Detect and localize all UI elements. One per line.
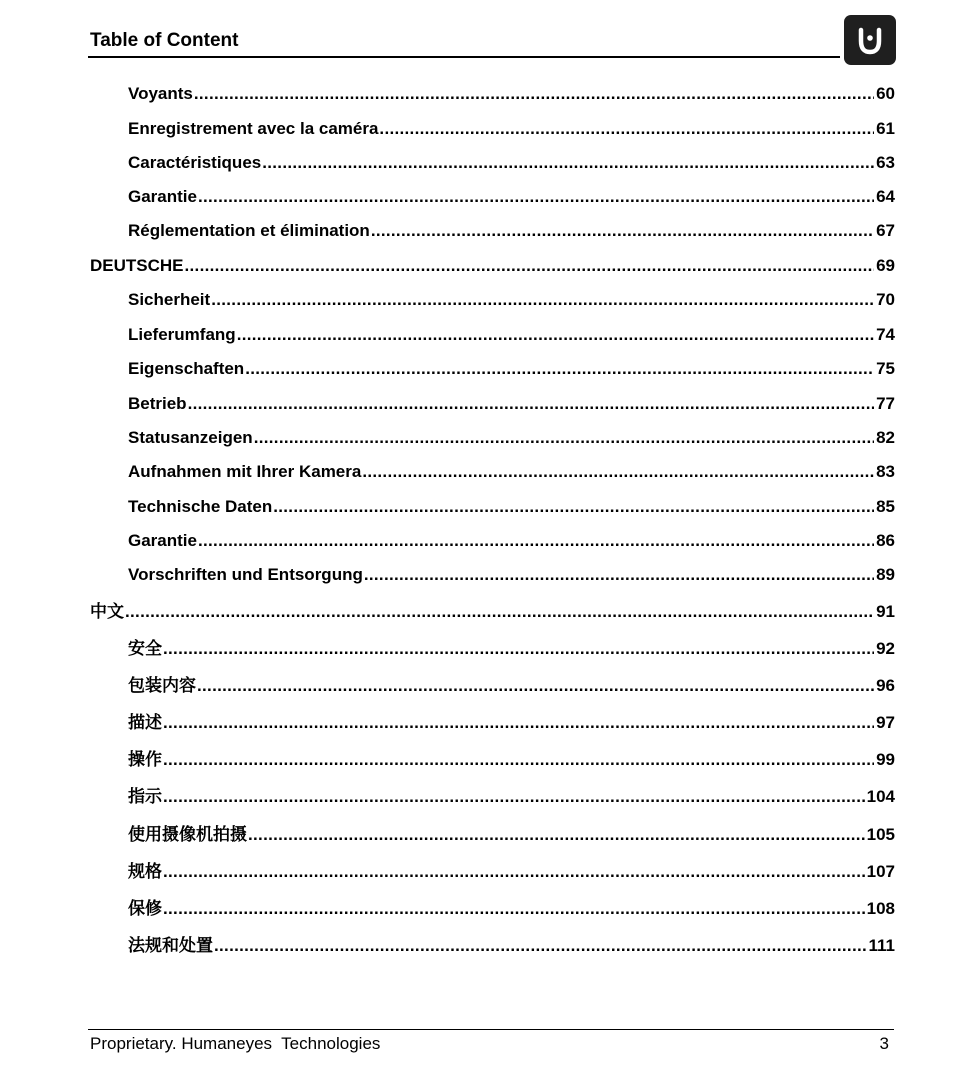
toc-entry[interactable] <box>128 935 895 957</box>
toc-leader-dots <box>185 255 875 277</box>
toc-entry-title: 描述 <box>128 713 162 732</box>
toc-entry-title: Caractéristiques <box>128 153 262 172</box>
toc-entry-page: 61 <box>876 119 895 138</box>
toc-entry[interactable] <box>128 675 895 697</box>
toc-leader-dots <box>194 83 874 105</box>
header-divider <box>88 56 840 58</box>
toc-entry-title: Betrieb <box>128 394 187 413</box>
toc-entry-page: 89 <box>876 565 895 584</box>
toc-entry-page: 82 <box>876 428 895 447</box>
toc-section-entry[interactable] <box>90 255 895 277</box>
toc-entry-title: Enregistrement avec la caméra <box>128 119 379 138</box>
toc-entry-title: 指示 <box>128 787 162 806</box>
toc-entry[interactable] <box>128 393 895 415</box>
toc-entry-page: 74 <box>876 325 895 344</box>
toc-entry-page: 70 <box>876 290 895 309</box>
toc-leader-dots <box>254 427 874 449</box>
toc-leader-dots <box>188 393 875 415</box>
toc-leader-dots <box>245 358 874 380</box>
toc-entry-page: 91 <box>876 602 895 621</box>
toc-entry[interactable] <box>128 749 895 771</box>
toc-entry-title: Technische Daten <box>128 497 273 516</box>
humaneyes-logo-icon <box>844 15 896 65</box>
toc-entry-page: 105 <box>866 825 895 844</box>
toc-leader-dots <box>163 786 865 808</box>
toc-entry-title: DEUTSCHE <box>90 256 184 275</box>
toc-entry-page: 111 <box>868 936 895 955</box>
toc-entry-title: Voyants <box>128 84 193 103</box>
toc-entry-page: 92 <box>876 639 895 658</box>
toc-leader-dots <box>197 675 874 697</box>
toc-entry-page: 108 <box>866 899 895 918</box>
toc-entry-title: Lieferumfang <box>128 325 236 344</box>
toc-entry-title: 中文 <box>90 602 124 621</box>
toc-entry-page: 63 <box>876 153 895 172</box>
toc-entry[interactable] <box>128 289 895 311</box>
toc-leader-dots <box>163 638 874 660</box>
toc-entry-page: 60 <box>876 84 895 103</box>
toc-entry-title: Eigenschaften <box>128 359 245 378</box>
toc-entry-title: Aufnahmen mit Ihrer Kamera <box>128 462 362 481</box>
toc-leader-dots <box>163 712 874 734</box>
toc-leader-dots <box>273 496 874 518</box>
toc-entry[interactable] <box>128 83 895 105</box>
toc-leader-dots <box>163 749 874 771</box>
toc-entry-title: Vorschriften und Entsorgung <box>128 565 363 584</box>
toc-entry-title: Réglementation et élimination <box>128 221 370 240</box>
toc-entry[interactable] <box>128 427 895 449</box>
toc-entry-page: 97 <box>876 713 895 732</box>
page-number: 3 <box>879 1034 889 1053</box>
toc-entry-title: 保修 <box>128 899 162 918</box>
toc-entry-title: 包装内容 <box>128 676 196 695</box>
toc-entry-page: 77 <box>876 394 895 413</box>
toc-entry-page: 86 <box>876 531 895 550</box>
toc-leader-dots <box>163 861 865 883</box>
toc-entry-title: 使用摄像机拍摄 <box>128 825 247 844</box>
toc-entry-page: 104 <box>866 787 895 806</box>
toc-entry[interactable] <box>128 824 895 846</box>
toc-leader-dots <box>362 461 874 483</box>
toc-leader-dots <box>379 118 874 140</box>
toc-section-entry[interactable] <box>90 601 895 623</box>
toc-entry[interactable] <box>128 712 895 734</box>
toc-entry[interactable] <box>128 118 895 140</box>
toc-leader-dots <box>214 935 867 957</box>
toc-entry[interactable] <box>128 638 895 660</box>
page-title: Table of Content <box>90 30 239 51</box>
toc-entry-page: 99 <box>876 750 895 769</box>
toc-leader-dots <box>211 289 874 311</box>
toc-entry-title: Sicherheit <box>128 290 211 309</box>
toc-entry-page: 64 <box>876 187 895 206</box>
toc-entry[interactable] <box>128 496 895 518</box>
toc-entry-title: 法规和处置 <box>128 936 213 955</box>
toc-leader-dots <box>125 601 874 623</box>
toc-entry[interactable] <box>128 861 895 883</box>
toc-leader-dots <box>198 186 874 208</box>
toc-entry-title: 安全 <box>128 639 162 658</box>
toc-entry-title: Statusanzeigen <box>128 428 253 447</box>
toc-entry[interactable] <box>128 358 895 380</box>
toc-entry-page: 96 <box>876 676 895 695</box>
toc-entry-page: 75 <box>876 359 895 378</box>
toc-entry[interactable] <box>128 324 895 346</box>
toc-entry[interactable] <box>128 786 895 808</box>
toc-entry[interactable] <box>128 152 895 174</box>
footer-text: Proprietary. Humaneyes Technologies <box>90 1034 381 1053</box>
toc-entry-title: Garantie <box>128 187 197 206</box>
toc-entry[interactable] <box>128 530 895 552</box>
toc-entry-title: Garantie <box>128 531 197 550</box>
toc-entry-page: 69 <box>876 256 895 275</box>
toc-entry-page: 67 <box>876 221 895 240</box>
toc-entry[interactable] <box>128 461 895 483</box>
toc-leader-dots <box>198 530 874 552</box>
toc-entry-title: 规格 <box>128 862 162 881</box>
toc-leader-dots <box>237 324 874 346</box>
toc-entry[interactable] <box>128 220 895 242</box>
toc-entry[interactable] <box>128 898 895 920</box>
toc-entry-page: 85 <box>876 497 895 516</box>
toc-leader-dots <box>248 824 865 846</box>
toc-leader-dots <box>371 220 874 242</box>
toc-leader-dots <box>364 564 874 586</box>
toc-entry-page: 83 <box>876 462 895 481</box>
toc-leader-dots <box>163 898 865 920</box>
toc-entry-title: 操作 <box>128 750 162 769</box>
toc-entry[interactable] <box>128 186 895 208</box>
toc-entry-page: 107 <box>866 862 895 881</box>
toc-leader-dots <box>262 152 874 174</box>
footer-divider <box>88 1029 894 1030</box>
toc-entry[interactable] <box>128 564 895 586</box>
